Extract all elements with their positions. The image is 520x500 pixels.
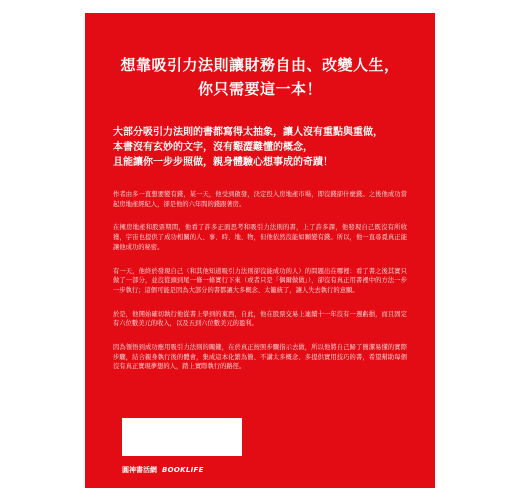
- publisher-name-en: BOOKLIFE: [162, 466, 204, 474]
- headline-line-1: 想靠吸引力法則讓財務自由、改變人生，: [120, 56, 400, 74]
- body-paragraph-2: 在擁房地產和股票期間，他看了許多正面思考和吸引力法則的書，上了許多課，他發現自己既沒有所收獲，宇宙也提供了成功相關的人、事、時、地、物，但他依然沒能如願變有錢。所以，他一直尋覓真正能讓他成功的秘密。: [113, 224, 407, 251]
- intro-block: [113, 125, 407, 170]
- barcode-area: [122, 418, 242, 456]
- intro-line-1: 大部分吸引力法則的書都寫得太抽象，讓人沒有重點與重做，: [113, 127, 383, 138]
- body-paragraph-4: 於是，他開始確切執行他從書上學到的東西，自此，他在股票交易上連續十一年沒有一週虧損，而且固定有六位數美元的收入，以及五到六位數美元的盈利。: [113, 310, 407, 328]
- publisher-name-zh: 圓神書活網: [122, 466, 157, 474]
- publisher-logo: [122, 465, 204, 475]
- book-back-cover: [85, 13, 435, 488]
- headline-line-2: 你只需要這一本！: [197, 80, 322, 98]
- intro-line-2: 本書沒有玄妙的文字，沒有艱澀難懂的概念，: [113, 142, 313, 153]
- body-paragraph-3: 有一天，他終於發現自己（和其他知道吸引力法則卻沒能成功的人）的問題出在哪裡：看了書之後其實只做了一部分，並沒從頭到尾一條一條實行下來（或者只是「偶爾做做」），卻沒有真正用書裡中的方法一步一步執行；這個可能是因為大部分的書都讓大多概念、太籠統了，讓人失去執行的意願。: [113, 267, 407, 294]
- body-paragraph-1: 作者由多一直想要變有錢，某一天，他受到啟發，決定投入房地產市場，即沒錢卻什麼錢。之後他成功當起房地產經紀人，卻是他的六年間的錢跟著房。: [113, 191, 407, 208]
- body-paragraph-5: 因為領悟到成功應用吸引力法則的關鍵，在於真正按照步驟指示去做，所以他將自己歸了簡潔易懂的實際步驟，結合親身執行後的體會，集成這本化繁為簡、不講太多概念、多提供實用技巧的書，希望幫助每個沒有真正實現夢想的人，踏上實際執行的路徑。: [113, 344, 407, 371]
- headline: [113, 53, 407, 101]
- intro-line-3: 且能讓你一步步照做，親身體驗心想事成的奇蹟！: [113, 157, 333, 168]
